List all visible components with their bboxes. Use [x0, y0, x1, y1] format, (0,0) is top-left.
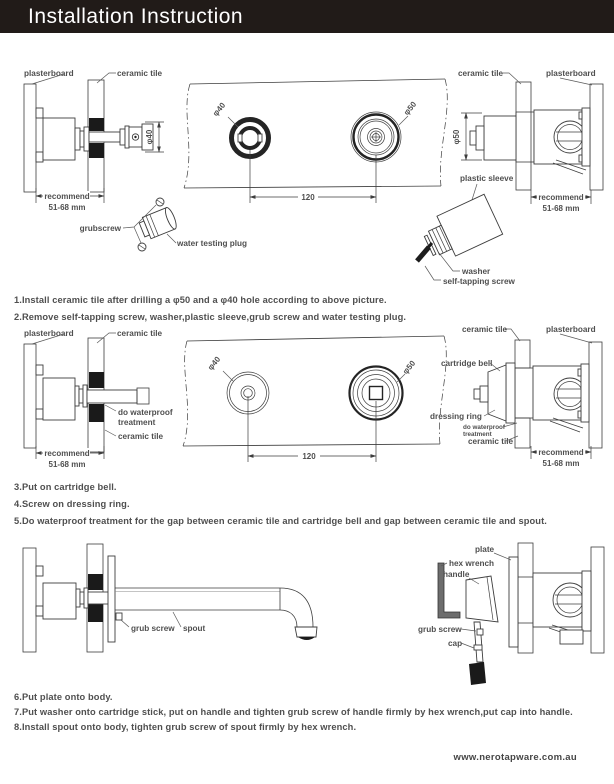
- step-1: 1.Install ceramic tile after drilling a φ50 and a φ40 hole according to above picture.: [14, 295, 387, 305]
- dim-dia40-front: φ40: [205, 354, 223, 372]
- dim-recommend: recommend: [44, 192, 90, 201]
- step-5: 5.Do waterproof treatment for the gap between ceramic tile and cartridge bell and gap between ceramic tile and spout.: [14, 516, 547, 526]
- label-treatment: treatment: [118, 418, 156, 427]
- dim-range: 51-68 mm: [48, 460, 86, 469]
- diagram-step2-side-view: [417, 69, 603, 286]
- dim-dia40-front: φ40: [210, 100, 228, 118]
- step-2: 2.Remove self-tapping screw, washer,plastic sleeve,grub screw and water testing plug.: [14, 312, 407, 322]
- label-plasterboard: plasterboard: [24, 329, 74, 338]
- label-ceramic-tile: ceramic tile: [458, 69, 504, 78]
- label-grub-screw: grub screw: [131, 624, 175, 633]
- handle-part: [466, 576, 498, 622]
- dim-dia50-front: φ50: [400, 358, 418, 376]
- label-plasterboard: plasterboard: [546, 325, 596, 334]
- label-ceramic-tile: ceramic tile: [117, 69, 163, 78]
- dim-recommend: recommend: [538, 193, 584, 202]
- wall-plate: [108, 556, 115, 642]
- label-ceramic-tile: ceramic tile: [462, 325, 508, 334]
- plasterboard-wall: [24, 84, 36, 192]
- spout-stub: [87, 390, 137, 403]
- plasterboard-wall: [589, 342, 602, 448]
- plasterboard-wall: [590, 84, 603, 190]
- diagram-step4-front-view: [183, 336, 446, 462]
- plasterboard-wall: [24, 344, 36, 448]
- dim-recommend: recommend: [44, 449, 90, 458]
- valve-body: [43, 583, 76, 619]
- plasterboard-wall: [591, 547, 604, 653]
- water-testing-plug-part: [138, 206, 179, 240]
- label-plate: plate: [475, 545, 495, 554]
- handle-grub-screw: [477, 629, 483, 635]
- valve-body: [43, 118, 75, 160]
- dim-120: 120: [301, 193, 315, 202]
- dim-range: 51-68 mm: [48, 203, 86, 212]
- label-cartridge-bell: cartridge bell: [441, 359, 493, 368]
- valve-body: [43, 378, 75, 420]
- label-hex-wrench: hex wrench: [449, 559, 495, 568]
- ceramic-tile-wall: [518, 543, 533, 653]
- dim-dia50-front: φ50: [401, 99, 419, 117]
- label-do-waterproof-small: do waterproof: [463, 424, 505, 431]
- dim-range: 51-68 mm: [542, 204, 580, 213]
- diagram-step3-side-view: [430, 325, 602, 468]
- cartridge-stick: [474, 622, 483, 662]
- diagram-step1-side-view: [24, 69, 164, 212]
- self-tapping-screw-part: [417, 243, 432, 261]
- label-ceramic-tile-2: ceramic tile: [118, 432, 164, 441]
- label-dressing-ring: dressing ring: [430, 412, 482, 421]
- label-plasterboard: plasterboard: [24, 69, 74, 78]
- step-6: 6.Put plate onto body.: [14, 692, 113, 702]
- dim-120: 120: [302, 452, 316, 461]
- step-4: 4.Screw on dressing ring.: [14, 499, 130, 509]
- label-water-testing-plug: water testing plug: [177, 239, 248, 248]
- label-ceramic-tile: ceramic tile: [117, 329, 163, 338]
- diagram-step2-parts: [80, 198, 247, 251]
- label-grubscrew: grubscrew: [79, 224, 121, 233]
- plastic-sleeve-part: [419, 194, 503, 264]
- label-washer: washer: [462, 267, 491, 276]
- spout-grub-screw: [116, 613, 122, 620]
- page-title: Installation Instruction: [28, 4, 244, 28]
- website-url: www.nerotapware.com.au: [453, 752, 577, 763]
- step-3: 3.Put on cartridge bell.: [14, 482, 117, 492]
- label-handle: handle: [443, 570, 470, 579]
- label-cap: cap: [448, 639, 463, 648]
- ceramic-tile-wall: [516, 82, 531, 190]
- label-treatment-small: treatment: [463, 431, 492, 438]
- dressing-ring-part: [506, 363, 515, 423]
- label-grub-screw: grub screw: [418, 625, 462, 634]
- label-do-waterproof: do waterproof: [118, 408, 173, 417]
- step-7: 7.Put washer onto cartridge stick, put on handle and tighten grub screw of handle firmly by hex wrench,put cap into handle.: [14, 707, 573, 717]
- dim-recommend: recommend: [538, 448, 584, 457]
- label-ceramic-tile-2: ceramic tile: [468, 437, 514, 446]
- dim-dia50: φ50: [452, 129, 461, 145]
- label-plasterboard: plasterboard: [546, 69, 596, 78]
- plasterboard-wall: [23, 548, 36, 652]
- diagram-step1-front-view: [184, 79, 447, 203]
- label-plastic-sleeve: plastic sleeve: [460, 174, 514, 183]
- diagram-step8-spout: [23, 544, 317, 652]
- plate-part: [509, 557, 518, 647]
- step-8: 8.Install spout onto body, tighten grub screw of spout firmly by hex wrench.: [14, 722, 357, 732]
- label-spout: spout: [183, 624, 206, 633]
- diagram-step7-handle: [418, 543, 604, 685]
- cap-part: [469, 662, 486, 685]
- dim-range: 51-68 mm: [542, 459, 580, 468]
- diagram-step5-side-view: [24, 329, 173, 469]
- dim-dia40: φ40: [145, 129, 154, 145]
- label-self-tapping-screw: self-tapping screw: [443, 277, 515, 286]
- cartridge: [484, 116, 516, 160]
